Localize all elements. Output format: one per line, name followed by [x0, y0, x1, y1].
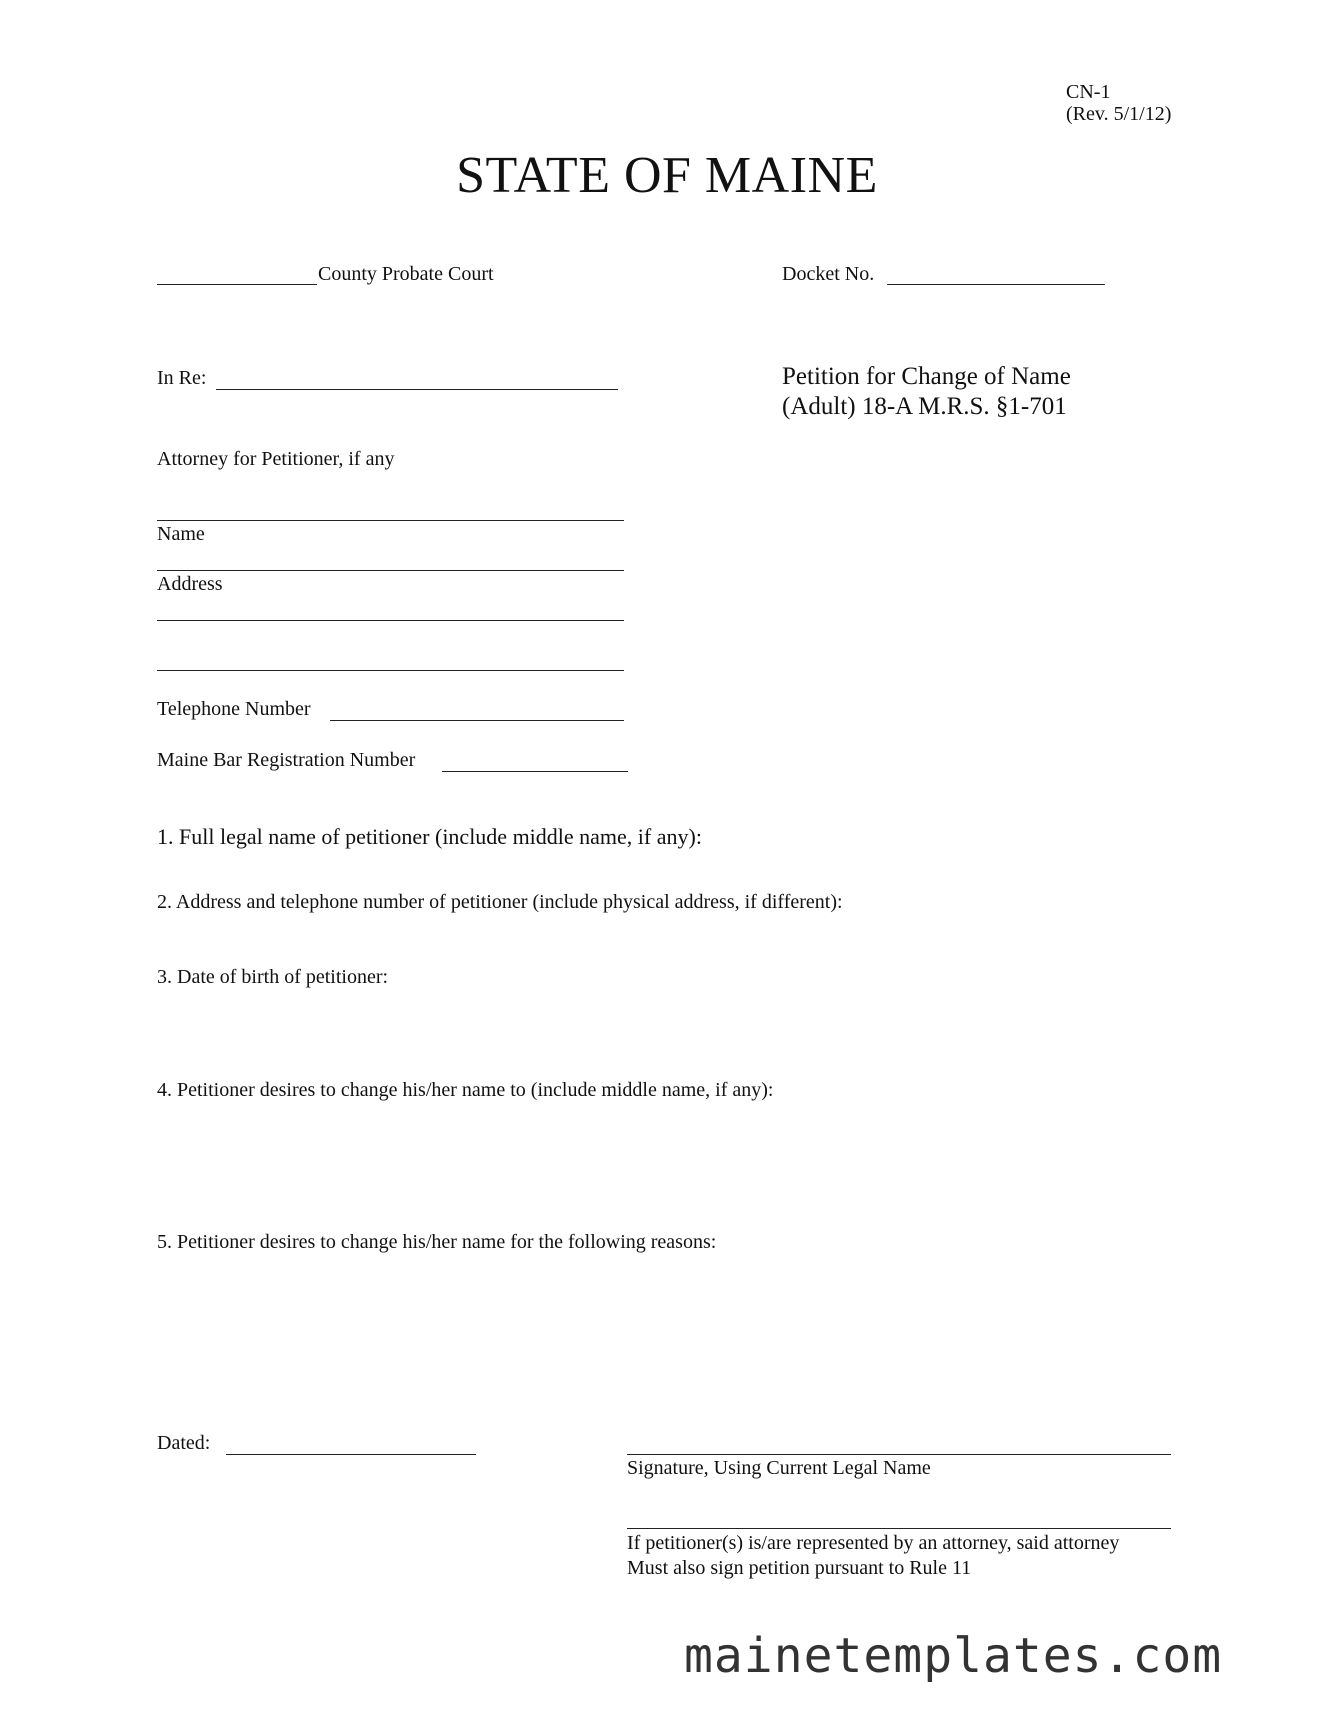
court-label: County Probate Court	[318, 263, 494, 285]
question-2: 2. Address and telephone number of petitioner (include physical address, if different):	[157, 891, 843, 913]
page-title: STATE OF MAINE	[456, 147, 878, 204]
attorney-address-line2-field[interactable]	[157, 620, 624, 621]
docket-field[interactable]	[887, 284, 1105, 285]
attorney-signature-field[interactable]	[627, 1528, 1171, 1529]
attorney-address-line3-field[interactable]	[157, 670, 624, 671]
bar-number-field[interactable]	[442, 771, 628, 772]
bar-number-label: Maine Bar Registration Number	[157, 749, 416, 771]
attorney-name-label: Name	[157, 523, 205, 545]
attorney-address-label: Address	[157, 573, 223, 595]
attorney-address-field[interactable]	[157, 570, 624, 571]
dated-label: Dated:	[157, 1432, 211, 1454]
attorney-name-field[interactable]	[157, 520, 624, 521]
question-1: 1. Full legal name of petitioner (include middle name, if any):	[157, 824, 702, 849]
question-3: 3. Date of birth of petitioner:	[157, 966, 389, 988]
attorney-heading: Attorney for Petitioner, if any	[157, 448, 395, 470]
in-re-field[interactable]	[216, 389, 618, 390]
signature-field[interactable]	[627, 1454, 1171, 1455]
petition-title-line1: Petition for Change of Name	[782, 363, 1071, 390]
petition-title-line2: (Adult) 18-A M.R.S. §1-701	[782, 393, 1067, 420]
docket-label: Docket No.	[782, 263, 875, 285]
telephone-label: Telephone Number	[157, 698, 311, 720]
dated-field[interactable]	[226, 1454, 476, 1455]
in-re-label: In Re:	[157, 367, 207, 389]
form-code: CN-1	[1066, 81, 1111, 103]
question-5: 5. Petitioner desires to change his/her name for the following reasons:	[157, 1231, 717, 1253]
watermark: mainetemplates.com	[684, 1628, 1223, 1684]
question-4: 4. Petitioner desires to change his/her name to (include middle name, if any):	[157, 1079, 774, 1101]
attorney-note-line1: If petitioner(s) is/are represented by an attorney, said attorney	[627, 1532, 1120, 1554]
signature-label: Signature, Using Current Legal Name	[627, 1457, 931, 1479]
attorney-note-line2: Must also sign petition pursuant to Rule 11	[627, 1557, 972, 1579]
telephone-field[interactable]	[330, 720, 624, 721]
form-revision: (Rev. 5/1/12)	[1066, 103, 1172, 125]
county-field[interactable]	[157, 284, 317, 285]
